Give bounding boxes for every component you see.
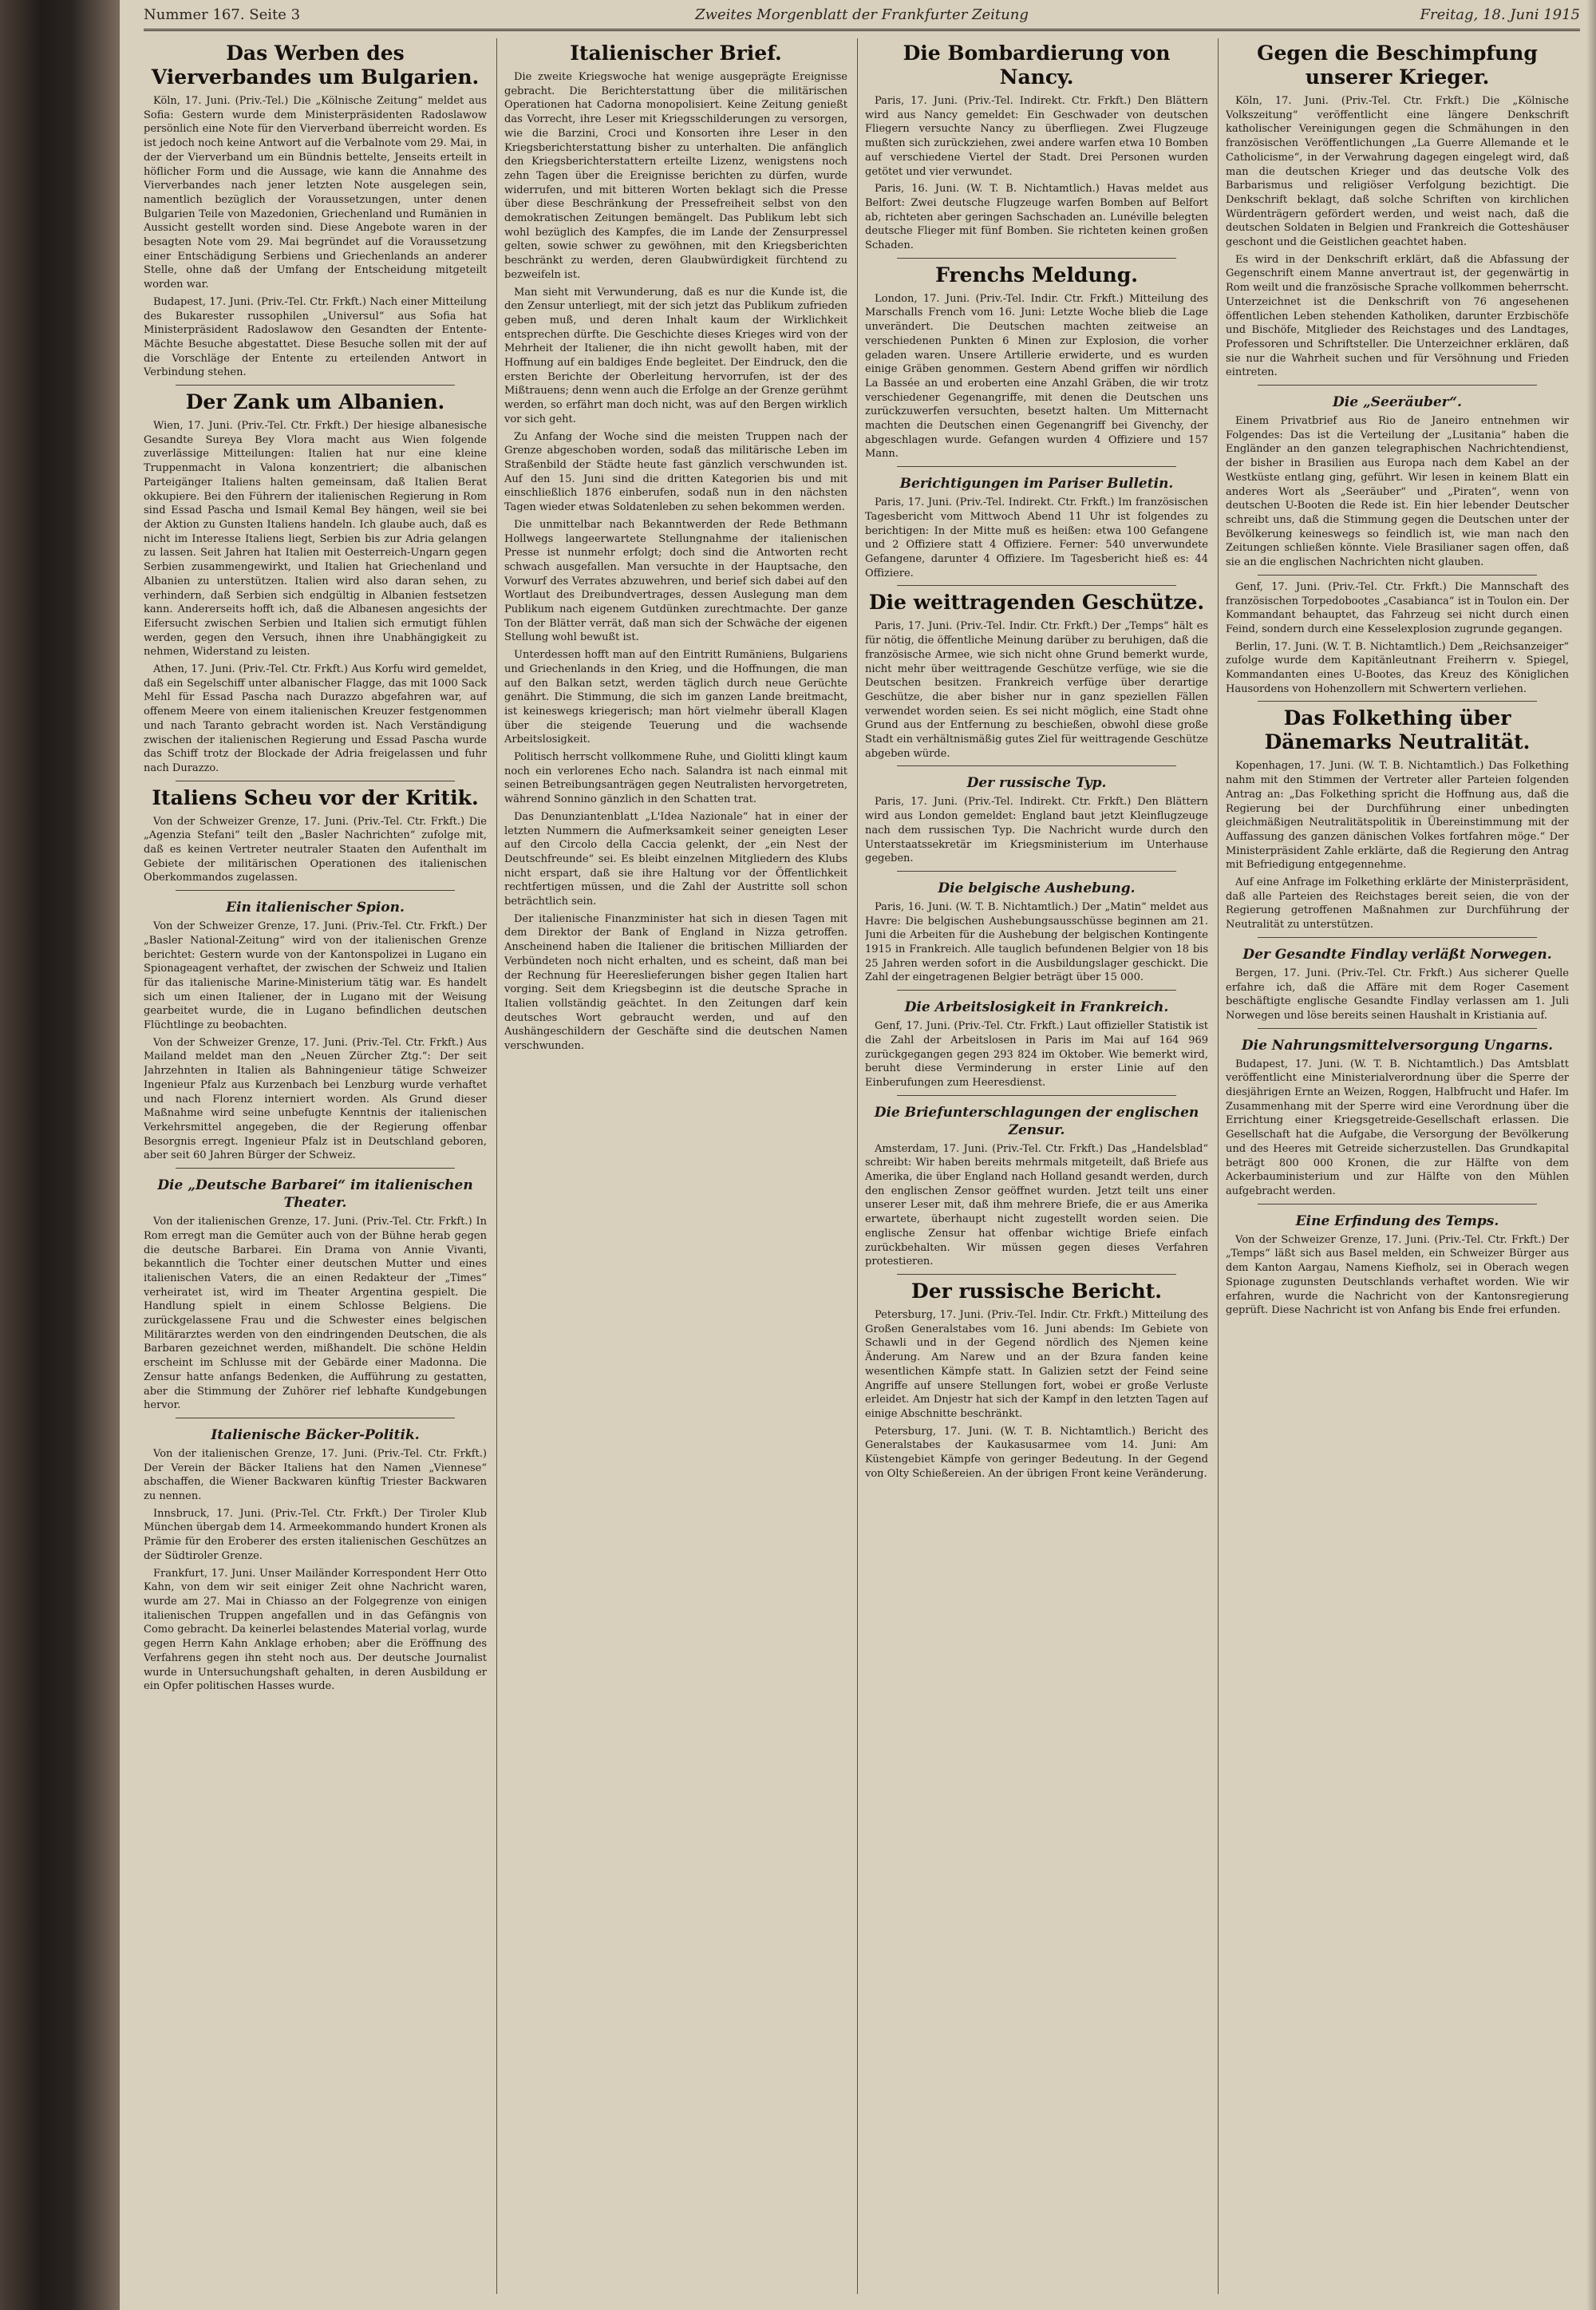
running-head-issue: Nummer 167. Seite 3 xyxy=(144,6,301,23)
column-3 xyxy=(865,38,1208,2294)
article-divider xyxy=(897,765,1176,766)
article-subhead: Der russische Typ. xyxy=(966,775,1107,792)
article-paragraph: Von der Schweizer Grenze, 17. Juni. (Priv.-Tel. Ctr. Frkft.) Aus Mailand meldet man den „Neuen Zürcher Ztg.“: Der seit Jahrzehnten in Italien als Bahningenieur tätige Schweizer Ingenieur Pfalz aus Kurzenbach bei Lenzburg wurde verhaftet und nach Florenz interniert worden. Als Grund dieser Maßnahme wird seine unbefugte Kenntnis der italienischen Verkehrsmittel angegeben, die der Regierung offenbar Besorgnis erregt. Ingenieur Pfalz ist in Deutschland geboren, aber seit 60 Jahren Bürger der Schweiz. xyxy=(144,1036,487,1162)
article-subhead: Die Briefunterschlagungen der englischen Zensur. xyxy=(874,1104,1199,1138)
article-headline: Italiens Scheu vor der Kritik. xyxy=(152,785,479,809)
article-paragraph: Auf eine Anfrage im Folkething erklärte der Ministerpräsident, daß alle Parteien des Reichstages bereit seien, die von der Regierung getroffenen Maßnahmen zur Durchführung der Neutralität zu unterstützen. xyxy=(1226,876,1569,932)
article-paragraph: Köln, 17. Juni. (Priv.-Tel. Ctr. Frkft.) Die „Kölnische Volkszeitung“ veröffentlicht eine längere Denkschrift katholischer Vereinigungen gegen die Schmähungen in den französischen Veröffentlichungen „La Guerre Allemande et le Catholicisme“, in der Verwahrung dagegen eingelegt wird, daß man die deutschen Krieger und das deutsche Volk des Barbarismus und religiöser Verfolgung bezichtigt. Die Denkschrift beklagt, daß solche Schriften von kirchlichen Würdenträgern gefördert werden, und weist nach, daß die deutschen Soldaten in Belgien und Frankreich die Gotteshäuser geschont und die Geistlichen geachtet haben. xyxy=(1226,95,1569,249)
article-headline: Das Werben des Vierverbandes um Bulgarien. xyxy=(151,42,480,89)
column-1 xyxy=(144,38,487,2294)
article-subhead: Die belgische Aushebung. xyxy=(938,880,1136,896)
article-paragraph: Von der Schweizer Grenze, 17. Juni. (Priv.-Tel. Ctr. Frkft.) Die „Agenzia Stefani“ teilt den „Basler Nachrichten“ zufolge mit, daß es keinen Vertreter neutraler Staaten den Aufenthalt im Gebiete der militärischen Operationen des italienischen Oberkommandos zugelassen. xyxy=(144,815,487,884)
article-divider xyxy=(1258,701,1537,702)
article-divider xyxy=(897,258,1176,259)
article-paragraph: Von der Schweizer Grenze, 17. Juni. (Priv.-Tel. Ctr. Frkft.) Der „Temps“ läßt sich aus Basel melden, ein Schweizer Bürger aus dem Kanton Aargau, Namens Kiefholz, sei in Oberach wegen Spionage zugunsten Deutschlands verhaftet worden. Wie wir erfahren, wurde die Nachricht von der Kantonsregierung geprüft. Diese Nachricht ist von Anfang bis Ende frei erfunden. xyxy=(1226,1233,1569,1317)
article-subhead: Der Gesandte Findlay verläßt Norwegen. xyxy=(1242,946,1552,963)
article-divider xyxy=(176,385,455,386)
article-paragraph: Die unmittelbar nach Bekanntwerden der Rede Bethmann Hollwegs langeerwartete Stellungnahme der italienischen Presse ist nunmehr erfolgt; doch sind die Antworten recht schwach ausgefallen. Man versuchte in der Hauptsache, den Vorwurf des Verrates abzuwehren, und berief sich dabei auf den Wortlaut des Dreibundvertrages, dessen Auslegung man dem Publikum nach eigenem Gutdünken zurechtmachte. Der ganze Ton der Blätter verrät, daß man sich der Schwäche der eigenen Stellung wohl bewußt ist. xyxy=(504,518,847,644)
article-paragraph: Petersburg, 17. Juni. (Priv.-Tel. Indir. Ctr. Frkft.) Mitteilung des Großen Generalstabes vom 16. Juni abends: Im Gebiete von Schawli und in der Gegend nördlich des Njemen keine Änderung. Am Narew und an der Bzura fanden keine wesentlichen Kämpfe statt. In Galizien setzt der Feind seine Angriffe auf unsere Stellungen fort, wobei er große Verluste erleidet. Am Dnjestr hat sich der Kampf in den letzten Tagen auf einige Abschnitte beschränkt. xyxy=(865,1309,1208,1420)
article-subhead: Die Arbeitslosigkeit in Frankreich. xyxy=(904,999,1169,1016)
column-rule xyxy=(496,38,497,2294)
article-paragraph: Man sieht mit Verwunderung, daß es nur die Kunde ist, die den Zensur unterliegt, mit der sich jetzt das Publikum zufrieden geben muß, und deren Inhalt kaum der Wirklichkeit entsprechen dürfte. Die Geschichte dieses Krieges wird von der Mehrheit der Italiener, die ihn nicht gewollt haben, mit der Hoffnung auf ein baldiges Ende begleitet. Der Eindruck, den die ersten Berichte der Oberleitung hervorrufen, ist der des Mißtrauens; denn wenn auch die Erfolge an der Grenze gerühmt werden, so erfährt man doch nicht, was auf den Bergen wirklich vor sich geht. xyxy=(504,286,847,425)
article-subhead: Eine Erfindung des Temps. xyxy=(1295,1212,1499,1229)
running-head xyxy=(144,5,1580,31)
article-headline: Der Zank um Albanien. xyxy=(185,390,445,414)
article-headline: Frenchs Meldung. xyxy=(935,263,1138,287)
article-paragraph: Frankfurt, 17. Juni. Unser Mailänder Korrespondent Herr Otto Kahn, von dem wir seit einiger Zeit ohne Nachricht waren, wurde am 27. Mai in Chiasso an der Folgegrenze von einigen italienischen Truppen angefallen und in das Gefängnis von Como gebracht. Da keinerlei belastendes Material vorlag, wurde gegen Herrn Kahn Anklage erhoben; aber die Eröffnung des Verfahrens gegen ihn steht noch aus. Der deutsche Journalist wurde in Untersuchungshaft gehalten, in deren Ausbildung er ein Opfer politischen Hasses wurde. xyxy=(144,1567,487,1693)
article-headline: Gegen die Beschimpfung unserer Krieger. xyxy=(1257,42,1538,89)
article-paragraph: Innsbruck, 17. Juni. (Priv.-Tel. Ctr. Frkft.) Der Tiroler Klub München übergab dem 14. Armeekommando hundert Kronen als Prämie für den Eroberer des ersten italienischen Geschützes an der Südtiroler Grenze. xyxy=(144,1507,487,1562)
article-paragraph: Von der italienischen Grenze, 17. Juni. (Priv.-Tel. Ctr. Frkft.) In Rom erregt man die Gemüter auch von der Bühne herab gegen die deutsche Barbarei. Ein Drama von Annie Vivanti, bekanntlich die Tochter einer deutschen Mutter und eines italienischen Vaters, die an einen Redakteur der „Times“ verheiratet ist, wird im Theater Argentina gespielt. Die Handlung spielt in einem Schlosse Belgiens. Die zurückgelassene Frau und die Schwester eines belgischen Militärarztes werden von den eindringenden Deutschen, die als Barbaren gezeichnet werden, mißhandelt. Die schöne Heldin erscheint im Schlusse mit der Gebärde einer Madonna. Die Zensur hatte anfangs Bedenken, die Aufführung zu gestatten, aber die Stimmung der Zuhörer rief lebhafte Kundgebungen hervor. xyxy=(144,1216,487,1412)
article-subhead: Berichtigungen im Pariser Bulletin. xyxy=(899,476,1174,492)
article-divider xyxy=(897,1274,1176,1275)
article-paragraph: London, 17. Juni. (Priv.-Tel. Indir. Ctr. Frkft.) Mitteilung des Marschalls French vom 16. Juni: Letzte Woche blieb die Lage unverändert. Die Deutschen machten zeitweise an verschiedenen Punkten 6 Minen zur Explosion, die vorher geladen waren. Unsere Artillerie erwiderte, und es wurden einige Gräben genommen. Gestern Abend griffen wir nördlich La Bassée an und eroberten eine Anzahl Gräben, die wir trotz verschiedener Gegenangriffe, mit denen die Deutschen uns zurückzuwerfen versuchten, besetzt halten. Um Mitternacht machten die Deutschen einen Gegenangriff bei Givenchy, der abgeschlagen wurde. Gefangen wurden 4 Offiziere und 157 Mann. xyxy=(865,292,1208,461)
article-paragraph: Berlin, 17. Juni. (W. T. B. Nichtamtlich.) Dem „Reichsanzeiger“ zufolge wurde dem Kapitänleutnant Freiherrn v. Spiegel, Kommandanten eines U-Bootes, das Kreuz des Königlichen Hausordens von Hohenzollern mit Schwertern verliehen. xyxy=(1226,640,1569,695)
article-divider xyxy=(897,990,1176,991)
article-divider xyxy=(897,585,1176,586)
article-subhead: Die „Seeräuber“. xyxy=(1333,394,1462,411)
article-paragraph: Wien, 17. Juni. (Priv.-Tel. Ctr. Frkft.) Der hiesige albanesische Gesandte Sureya Bey Vlora macht aus Wien folgende zuverlässige Mitteilungen: Italien hat nur eine kleine Truppenmacht in Valona konzentriert; die albanischen Parteigänger Italiens halten gemeinsam, daß Italien Berat okkupiere. Bei den Führern der italienischen Regierung in Rom sind Essad Pascha und Ismail Kemal Bey hängen, weil sie bei der Aktion zu Gunsten Italiens handeln. Ich glaube auch, daß es nicht im Interesse Italiens liegt, Serbien bis zur Adria gelangen zu lassen. Seit Jahren hat Italien mit Oesterreich-Ungarn gegen Serbien zusammengewirkt, und Italien hat Griechenland und Albanien zu unterstützen. Italien wird also daran sehen, zu verhindern, daß Serbien sich endgültig in Albanien festsetzen kann. Andererseits hofft ich, daß die Albanesen angesichts der Eifersucht zwischen Serbien und Italien sich ermutigt fühlen werden, gegen den Versuch, ihnen ihre Unabhängigkeit zu nehmen, Widerstand zu leisten. xyxy=(144,420,487,659)
article-paragraph: Genf, 17. Juni. (Priv.-Tel. Ctr. Frkft.) Die Mannschaft des französischen Torpedobootes „Casabianca“ ist in Toulon ein. Der Kommandant behauptet, das Fahrzeug sei nicht durch einen Feind, sondern durch eine Kesselexplosion zugrunde gegangen. xyxy=(1226,580,1569,635)
article-paragraph: Paris, 16. Juni. (W. T. B. Nichtamtlich.) Havas meldet aus Belfort: Zwei deutsche Flugzeuge warfen Bomben auf Belfort ab, richteten aber geringen Sachschaden an. Lunéville belegten deutsche Flieger mit fünf Bomben. Sie richteten keinen großen Schaden. xyxy=(865,183,1208,252)
article-divider xyxy=(1258,385,1537,386)
article-paragraph: Paris, 17. Juni. (Priv.-Tel. Indirekt. Ctr. Frkft.) Im französischen Tagesbericht vom Mittwoch Abend 11 Uhr ist folgendes zu berichtigen: In der Mitte muß es heißen: etwa 100 Gefangene und 2 Offiziere statt 4 Offiziere. Ferner: 540 unverwundete Gefangene, darunter 4 Offiziere. Im Tagesbericht hieß es: 44 Offiziere. xyxy=(865,496,1208,579)
article-subhead: Italienische Bäcker-Politik. xyxy=(211,1426,420,1443)
article-paragraph: Bergen, 17. Juni. (Priv.-Tel. Ctr. Frkft.) Aus sicherer Quelle erfahre ich, daß die Affäre mit dem Roger Casement beschäftigte englische Gesandte Findlay verlassen am 1. Juli Norwegen und löse bereits seinen Haushalt in Kristiania auf. xyxy=(1226,967,1569,1022)
article-paragraph: Kopenhagen, 17. Juni. (W. T. B. Nichtamtlich.) Das Folkething nahm mit den Stimmen der Vertreter aller Parteien folgenden Antrag an: „Das Folkething spricht die Hoffnung aus, daß die Regierung bei der Durchführung einer unbedingten gleichmäßigen Neutralitätspolitik in Übereinstimmung mit der Auffassung des ganzen dänischen Volkes fortfahren möge.“ Der Ministerpräsident Zahle erklärte, daß die Regierung den Antrag mit Befriedigung entgegennehme. xyxy=(1226,760,1569,872)
running-head-date: Freitag, 18. Juni 1915 xyxy=(1420,6,1580,23)
article-subhead: Die „Deutsche Barbarei“ im italienischen Theater. xyxy=(157,1177,473,1212)
article-headline: Die weittragenden Geschütze. xyxy=(868,591,1205,615)
column-rule xyxy=(1218,38,1219,2294)
article-paragraph: Einem Privatbrief aus Rio de Janeiro entnehmen wir Folgendes: Das ist die Verteilung der „Lusitania“ haben die Engländer an den ganzen telegraphischen Nachrichtendienst, der bisher in Brasilien aus Europa nach dem Kabel an der Westküste entlang ging, geführt. Wir lesen in keinem Blatt ein anderes Wort als „Seeräuber“ und „Piraten“, wenn von deutschen U-Booten die Rede ist. Ein hier lebender Deutscher schreibt uns, daß die Stimmung gegen die Deutschen unter der Bevölkerung keineswegs so feindlich ist, wie man nach den Zeitungen schließen könnte. Viele Brasilianer sagen offen, daß sie an die englischen Nachrichten nicht glauben. xyxy=(1226,415,1569,569)
article-subhead: Ein italienischer Spion. xyxy=(226,900,405,916)
running-head-masthead: Zweites Morgenblatt der Frankfurter Zeitung xyxy=(695,6,1029,23)
book-spine xyxy=(0,0,120,2310)
article-paragraph: Unterdessen hofft man auf den Eintritt Rumäniens, Bulgariens und Griechenlands in den Krieg, und die Hoffnungen, die man auf den Balkan setzt, werden täglich durch neue Gerüchte genährt. Die Stimmung, die sich im ganzen Lande breitmacht, ist keineswegs kriegerisch; man hört vielmehr überall Klagen über die steigende Teuerung und die wachsende Arbeitslosigkeit. xyxy=(504,649,847,746)
article-paragraph: Köln, 17. Juni. (Priv.-Tel.) Die „Kölnische Zeitung“ meldet aus Sofia: Gestern wurde dem Ministerpräsidenten Radoslawow persönlich eine Note für den Vierverband überreicht worden. Es ist jedoch noch keine Antwort auf die Verbalnote vom 29. Mai, in der der Vierverband um ein Bündnis bettelte, Jenseits erteilt in höflicher Form und die Aussage, wie kann die Annahme des Vierverbandes nach jener letzten Note ausgelegen sein, namentlich bezüglich der Voraussetzungen, unter denen Bulgarien Teile von Mazedonien, Griechenland und Rumänien in Aussicht gestellt worden sind. Diese Angebote waren in der besagten Note vom 29. Mai begründet auf die Voraussetzung einer Entschädigung Serbiens und Griechenlands an anderer Stelle, ohne daß der Umfang der Entscheidung mitgeteilt worden war. xyxy=(144,95,487,291)
article-headline: Der russische Bericht. xyxy=(911,1280,1162,1303)
article-paragraph: Paris, 17. Juni. (Priv.-Tel. Indirekt. Ctr. Frkft.) Den Blättern wird aus London gemeldet: England baut jetzt Kleinflugzeuge nach dem russischen Typ. Die Nachricht wurde durch den Unterstaatssekretär im Kriegsministerium im Unterhause gegeben. xyxy=(865,796,1208,865)
article-divider xyxy=(1258,575,1537,576)
article-paragraph: Von der italienischen Grenze, 17. Juni. (Priv.-Tel. Ctr. Frkft.) Der Verein der Bäcker Italiens hat den Namen „Viennese“ abschaffen, die Wiener Backwaren künftig Triester Backwaren zu nennen. xyxy=(144,1447,487,1503)
article-headline: Das Folkething über Dänemarks Neutralität. xyxy=(1264,706,1531,754)
article-paragraph: Zu Anfang der Woche sind die meisten Truppen nach der Grenze abgeschoben worden, sodaß das militärische Leben im Straßenbild der Städte heute fast gänzlich verschwunden ist. Auf den 15. Juni sind die dritten Kategorien bis und mit einschließlich 1876 einberufen, sodaß nun in den nächsten Tagen wieder etwas Soldatenleben zu sehen bekommen werden. xyxy=(504,430,847,514)
article-paragraph: Budapest, 17. Juni. (Priv.-Tel. Ctr. Frkft.) Nach einer Mitteilung des Bukarester russophilen „Universul“ aus Sofia hat Ministerpräsident Radoslawow den Gesandten der Entente-Mächte Besuche abgestattet. Diese Besuche sollen mit der auf die Vorschläge der Entente zu erteilenden Antwort in Verbindung stehen. xyxy=(144,295,487,379)
article-divider xyxy=(1258,1028,1537,1029)
article-divider xyxy=(897,1095,1176,1096)
article-paragraph: Budapest, 17. Juni. (W. T. B. Nichtamtlich.) Das Amtsblatt veröffentlicht eine Ministerialverordnung über die Sperre der diesjährigen Ernte an Weizen, Roggen, Halbfrucht und Hafer. Im Zusammenhang mit der Sperre wird eine Verordnung über die Errichtung einer Kriegsgetreide-Gesellschaft erlassen. Die Gesellschaft hat die Aufgabe, die Versorgung der Bevölkerung und des Heeres mit Getreide sicherzustellen. Das Grundkapital beträgt 800 000 Kronen, die zur Hälfte von dem Ackerbauministerium und zur Hälfte von den Mühlen aufgebracht werden. xyxy=(1226,1058,1569,1197)
article-divider xyxy=(897,466,1176,467)
article-paragraph: Politisch herrscht vollkommene Ruhe, und Giolitti klingt kaum noch ein verlorenes Echo nach. Salandra ist nach einmal mit seinen Betreibungsanträgen gegen Neutralisten hervorgetreten, während Sonnino gänzlich in den Schatten trat. xyxy=(504,751,847,806)
article-paragraph: Von der Schweizer Grenze, 17. Juni. (Priv.-Tel. Ctr. Frkft.) Der „Basler National-Zeitung“ wird von der italienischen Grenze berichtet: Gestern wurde von der Kantonspolizei in Lugano ein Spionageagent verhaftet, der zwischen der Schweiz und Italien für das italienische Marine-Ministerium tätig war. Es handelt sich um einen Italiener, der in Lugano mit der Weisung gearbeitet wurde, die in Lugano befindlichen deutschen Flüchtlinge zu beobachten. xyxy=(144,920,487,1032)
article-paragraph: Es wird in der Denkschrift erklärt, daß die Abfassung der Gegenschrift einem Manne anvertraut ist, der gegenwärtig in Rom weilt und die französische Sprache vollkommen beherrscht. Unterzeichnet ist die Denkschrift von 76 angesehenen öffentlichen Leben stehenden Katholiken, darunter Erzbischöfe und Bischöfe, Mitglieder des Reichstages und des Landtages, Professoren und Schriftsteller. Die Unterzeichner erklären, daß sie nur die Wahrheit suchen und für Versöhnung und Frieden eintreten. xyxy=(1226,253,1569,379)
article-paragraph: Paris, 17. Juni. (Priv.-Tel. Indirekt. Ctr. Frkft.) Den Blättern wird aus Nancy gemeldet: Ein Geschwader von deutschen Fliegern versuchte Nancy zu überfliegen. Zwei Flugzeuge mußten sich zurückziehen, zwei andere warfen etwa 10 Bomben auf verschiedene Viertel der Stadt. Drei Personen wurden getötet und vier verwundet. xyxy=(865,95,1208,178)
article-paragraph: Paris, 17. Juni. (Priv.-Tel. Indir. Ctr. Frkft.) Der „Temps“ hält es für nötig, die öffentliche Meinung darüber zu beruhigen, daß die französische Armee, wie sich nicht ohne Grund bemerkt wurde, nicht mehr über weittragende Geschütze verfüge, wie sie die Deutschen besitzen. Frankreich verfüge über derartige Geschütze, die aber bisher nur in ganz speziellen Fällen verwendet worden seien. Es sei nicht möglich, eine Stadt ohne Grund aus der Entfernung zu beschießen, obwohl diese große Stadt ein verhältnismäßig gutes Ziel für weittragende Geschütze abgeben würde. xyxy=(865,620,1208,760)
article-headline: Italienischer Brief. xyxy=(570,42,782,65)
article-paragraph: Die zweite Kriegswoche hat wenige ausgeprägte Ereignisse gebracht. Die Berichterstattung über die militärischen Operationen hat Cadorna monopolisiert. Keine Zeitung genießt das Vorrecht, ihre Leser mit Kriegsschilderungen zu versorgen, wie die Barzini, Croci und Konsorten ihre Leser in den Kriegsberichterstattung bisher zu unterhalten. Die anfänglich den Kriegsberichterstattern erteilte Lizenz, wenigstens noch zehn Tagen über die Ereignisse berichten zu dürfen, wurde widerrufen, und mit bitteren Worten beklagt sich die Presse über diese Beschränkung der Pressefreiheit selbst von den demokratischen Zeitungen bemängelt. Das Publikum lebt sich wohl bezüglich des Kampfes, die im Lande der Zensurpressel gelten, sowie schwer zu gewöhnen, mit den Kriegsberichten beschränkt zu werden, deren Glaubwürdigkeit fürchtend zu bezweifeln ist. xyxy=(504,71,847,281)
article-paragraph: Paris, 16. Juni. (W. T. B. Nichtamtlich.) Der „Matin“ meldet aus Havre: Die belgischen Aushebungsausschüsse beginnen am 21. Juni die Arbeiten für die Aushebung der belgischen Kontingente 1915 in Frankreich. Alle tauglich befundenen Belgier von 18 bis 25 Jahren werden sofort in die Ausbildungslager geschickt. Die Zahl der eingetragenen Belgier beträgt über 15 000. xyxy=(865,900,1208,984)
article-paragraph: Athen, 17. Juni. (Priv.-Tel. Ctr. Frkft.) Aus Korfu wird gemeldet, daß ein Segelschiff unter albanischer Flagge, das mit 1000 Sack Mehl für Essad Pascha nach Durazzo abgefahren war, auf offenem Meere von einem italienischen Kreuzer festgenommen und nach Taranto gebracht worden ist. Nach Verständigung zwischen der italienischen Regierung und Essad Pascha wurde das Schiff trotz der Blockade der Adria freigelassen und fuhr nach Durazzo. xyxy=(144,663,487,774)
article-paragraph: Genf, 17. Juni. (Priv.-Tel. Ctr. Frkft.) Laut offizieller Statistik ist die Zahl der Arbeitslosen in Paris im Mai auf 164 969 zurückgegangen gegen 293 824 im Oktober. Wie bemerkt wird, beruht diese Verminderung in erster Linie auf den Einberufungen zum Heeresdienst. xyxy=(865,1020,1208,1089)
article-paragraph: Amsterdam, 17. Juni. (Priv.-Tel. Ctr. Frkft.) Das „Handelsblad“ schreibt: Wir haben bereits mehrmals mitgeteilt, daß Briefe aus Amerika, die über England nach Holland gesandt werden, durch den englischen Zensor geöffnet wurden. Jetzt teilt uns einer unserer Leser mit, daß ihm mehrere Briefe, die er aus Amerika erwartete, überhaupt nicht zugestellt worden seien. Die englische Zensur hat offenbar wichtige Briefe einfach zurückbehalten. Wir müssen gegen dieses Verfahren protestieren. xyxy=(865,1142,1208,1268)
article-divider xyxy=(897,871,1176,872)
article-paragraph: Das Denunziantenblatt „L'Idea Nazionale“ hat in einer der letzten Nummern die Aufmerksamkeit seiner geneigten Leser auf den Circolo della Caccia gelenkt, der „ein Nest der Deutschfreunde“ sei. Es bleibt einzelnen Mitgliedern des Klubs nicht erspart, daß sie ihre Haltung vor der Öffentlichkeit rechtfertigen müssen, und die Zahl der Austritte soll schon beträchtlich sein. xyxy=(504,810,847,908)
article-paragraph: Der italienische Finanzminister hat sich in diesen Tagen mit dem Direktor der Bank of England in Nizza getroffen. Anscheinend haben die Italiener die britischen Milliarden der Verbündeten noch nicht erhalten, und es scheint, daß man bei der Rechnung für Heereslieferungen bisher gegen Italien hart vorging. Seit dem Kriegsbeginn ist die deutsche Sprache in Italien vollständig geächtet. In den Zeitungen darf kein deutsches Wort gebraucht werden, und auf den Aushängeschildern der Geschäfte sind die deutschen Namen verschwunden. xyxy=(504,912,847,1053)
article-paragraph: Petersburg, 17. Juni. (W. T. B. Nichtamtlich.) Bericht des Generalstabes der Kaukasusarmee vom 14. Juni: Am Küstengebiet Kämpfe von geringer Bedeutung. In der Gegend von Olty Schießereien. An der übrigen Front keine Veränderung. xyxy=(865,1425,1208,1480)
column-4 xyxy=(1226,38,1569,2294)
article-subhead: Die Nahrungsmittelversorgung Ungarns. xyxy=(1241,1037,1554,1054)
column-2 xyxy=(504,38,847,2294)
newspaper-page xyxy=(120,0,1596,2310)
article-divider xyxy=(1258,937,1537,938)
column-rule xyxy=(857,38,858,2294)
article-divider xyxy=(176,890,455,891)
article-divider xyxy=(176,1168,455,1169)
article-headline: Die Bombardierung von Nancy. xyxy=(903,42,1171,89)
